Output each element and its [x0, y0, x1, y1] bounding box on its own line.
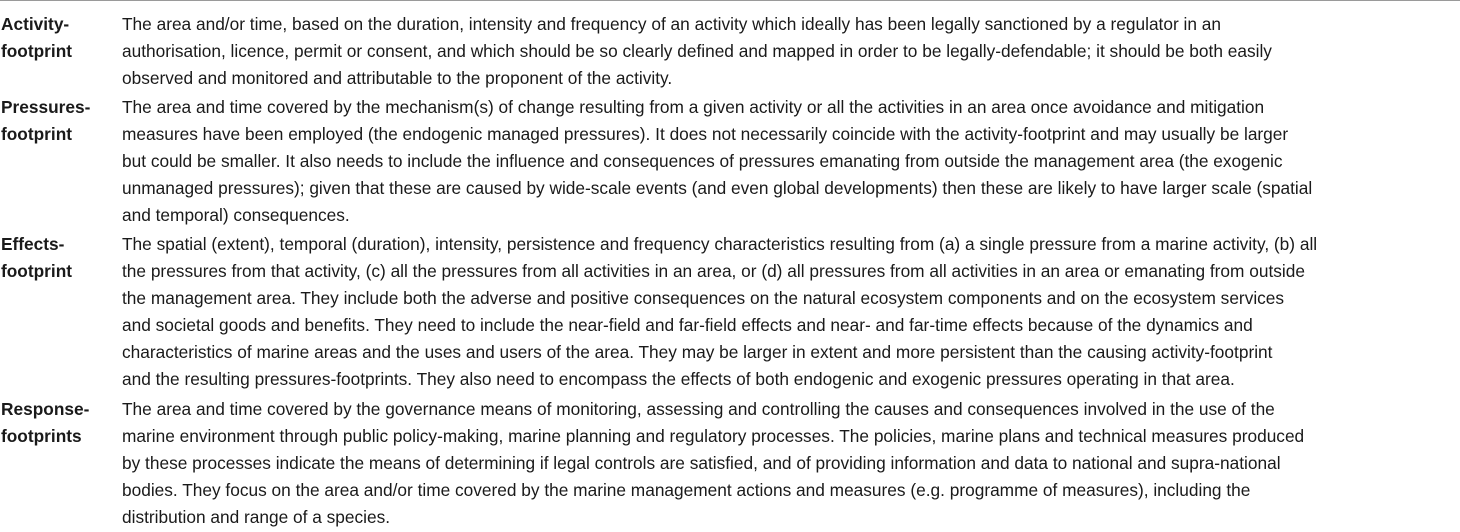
definition-line: but could be smaller. It also needs to include the influence and consequences of pressures emanating from outside the management area (the exogenic [122, 151, 1283, 171]
term-line: footprints [1, 426, 82, 446]
term-effects-footprint [1, 231, 119, 285]
definition-line: The area and time covered by the governance means of monitoring, assessing and controlling the causes and consequences involved in the use of the [122, 399, 1275, 419]
term-pressures-footprint [1, 94, 119, 148]
term-response-footprints [1, 396, 119, 450]
definition-row-activity-footprint [0, 11, 1460, 92]
definition-activity-footprint [122, 11, 1458, 92]
definition-line: The area and time covered by the mechanism(s) of change resulting from a given activity or all the activities in an area once avoidance and mitigation [122, 97, 1265, 117]
definition-line: bodies. They focus on the area and/or time covered by the marine management actions and measures (e.g. programme of measures), including the [122, 480, 1251, 500]
top-rule [0, 0, 1460, 1]
definition-line: characteristics of marine areas and the uses and users of the area. They may be larger in extent and more persistent than the causing activity-footprint [122, 342, 1273, 362]
term-line: footprint [1, 124, 73, 144]
definition-line: distribution and range of a species. [122, 507, 391, 527]
definition-line: measures have been employed (the endogenic managed pressures). It does not necessarily coincide with the activity-footprint and may usually be larger [122, 124, 1289, 144]
definition-row-pressures-footprint [0, 94, 1460, 229]
definition-row-response-footprints [0, 396, 1460, 531]
definition-line: by these processes indicate the means of determining if legal controls are satisfied, and of providing information and data to national and supra-national [122, 453, 1281, 473]
definition-row-effects-footprint [0, 231, 1460, 393]
term-line: footprint [1, 261, 73, 281]
definition-line: marine environment through public policy-making, marine planning and regulatory processes. The policies, marine plans and technical measures produced [122, 426, 1305, 446]
term-line: Pressures- [1, 97, 91, 117]
definition-line: and the resulting pressures-footprints. They also need to encompass the effects of both endogenic and exogenic pressures operating in that area. [122, 369, 1235, 389]
term-line: footprint [1, 41, 73, 61]
definition-line: The area and/or time, based on the duration, intensity and frequency of an activity which ideally has been legally sanctioned by a regulator in an [122, 14, 1221, 34]
definition-response-footprints [122, 396, 1458, 531]
definition-line: unmanaged pressures); given that these are caused by wide-scale events (and even global developments) then these are likely to have larger scale (spatial [122, 178, 1313, 198]
term-line: Response- [1, 399, 90, 419]
definition-line: the management area. They include both the adverse and positive consequences on the natural ecosystem components and on the ecosystem services [122, 288, 1285, 308]
definition-line: The spatial (extent), temporal (duration), intensity, persistence and frequency characteristics resulting from (a) a single pressure from a marine activity, (b) all [122, 234, 1318, 254]
term-line: Activity- [1, 14, 70, 34]
definition-line: authorisation, licence, permit or consent, and which should be so clearly defined and mapped in order to be legally-defendable; it should be both easily [122, 41, 1272, 61]
definition-line: and temporal) consequences. [122, 205, 350, 225]
definition-pressures-footprint [122, 94, 1458, 229]
definition-effects-footprint [122, 231, 1458, 393]
definition-line: the pressures from that activity, (c) all the pressures from all activities in an area, or (d) all pressures from all activities in an area or emanating from outside [122, 261, 1305, 281]
term-activity-footprint [1, 11, 119, 65]
definition-line: observed and monitored and attributable to the proponent of the activity. [122, 68, 673, 88]
definition-line: and societal goods and benefits. They need to include the near-field and far-field effects and near- and far-time effects because of the dynamics and [122, 315, 1253, 335]
term-line: Effects- [1, 234, 65, 254]
